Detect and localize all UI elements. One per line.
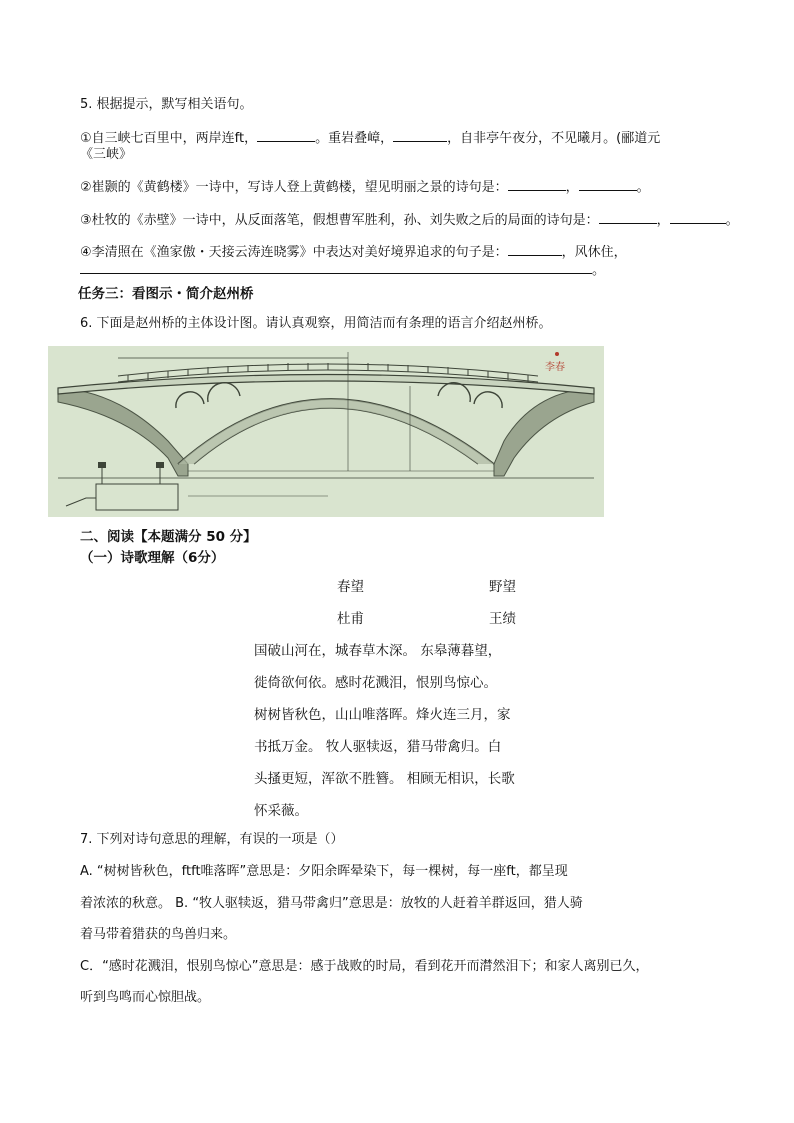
answer-blank[interactable] bbox=[257, 129, 315, 142]
q5-item3-sep: ， bbox=[656, 213, 670, 228]
q5-item1-text-b: 。重岩叠嶂， bbox=[315, 131, 394, 146]
q7-title: 7. 下列对诗句意思的理解，有误的一项是（） bbox=[80, 832, 344, 847]
poem-line: 头搔更短，浑欲不胜簪。 相顾无相识，长歌 bbox=[254, 771, 515, 787]
q7-option-a-line1: A. “树树皆秋色，ftft唯落晖”意思是：夕阳余晖晕染下，每一棵树，每一座ft，都呈现 bbox=[80, 864, 568, 879]
designer-stamp: 李春 bbox=[545, 362, 565, 373]
poem-line: 怀采薇。 bbox=[254, 803, 308, 819]
q5-item3-end: 。 bbox=[725, 213, 739, 228]
answer-blank[interactable] bbox=[579, 178, 637, 191]
poem2-author: 王绩 bbox=[489, 611, 516, 627]
q7-option-c-line1: C．“感时花溅泪，恨别鸟惊心”意思是：感于战败的时局，看到花开而潸然泪下；和家人离别已久， bbox=[80, 959, 649, 974]
bridge-drawing bbox=[48, 346, 604, 517]
reading-heading: 二、阅读【本题满分 50 分】 bbox=[80, 529, 257, 545]
q5-item1-text-a: ①自三峡七百里中，两岸连ft， bbox=[80, 131, 258, 146]
q5-item2-sep: ， bbox=[565, 180, 579, 195]
q5-item4-end: 。 bbox=[592, 263, 606, 278]
q5-item1-source: 《三峡》 bbox=[80, 147, 133, 162]
q7-option-a-b-line: 着浓浓的秋意。 B. “牧人驱犊返，猎马带禽归”意思是：放牧的人赶着羊群返回，猎人骑 bbox=[80, 896, 583, 911]
q7-option-b-line: 着马带着猎获的鸟兽归来。 bbox=[80, 927, 237, 942]
q5-item1 bbox=[80, 129, 660, 148]
q5-item4-text: ④李清照在《渔家傲・天接云涛连晓雾》中表达对美好境界追求的句子是： bbox=[80, 245, 508, 260]
q5-item2-end: 。 bbox=[636, 180, 650, 195]
poem-line: 树树皆秋色，山山唯落晖。烽火连三月，家 bbox=[254, 707, 511, 723]
poem1-author: 杜甫 bbox=[337, 611, 364, 627]
q6-text: 6. 下面是赵州桥的主体设计图。请认真观察，用简洁而有条理的语言介绍赵州桥。 bbox=[80, 316, 552, 331]
q5-item4-text-b: ，风休住， bbox=[561, 245, 627, 260]
poem1-title: 春望 bbox=[337, 579, 364, 595]
answer-blank[interactable] bbox=[599, 211, 657, 224]
task3-heading: 任务三：看图示・简介赵州桥 bbox=[78, 286, 254, 302]
answer-blank[interactable] bbox=[80, 261, 592, 274]
answer-blank[interactable] bbox=[508, 243, 562, 256]
q5-item2 bbox=[80, 178, 650, 197]
answer-blank[interactable] bbox=[508, 178, 566, 191]
q5-item3 bbox=[80, 211, 739, 230]
poem-line: 徙倚欲何依。感时花溅泪，恨别鸟惊心。 bbox=[254, 675, 497, 691]
zhaozhou-bridge-figure bbox=[48, 346, 604, 517]
q5-item4-continuation bbox=[80, 261, 605, 280]
q5-item3-text: ③杜牧的《赤壁》一诗中，从反面落笔，假想曹军胜利，孙、刘失败之后的局面的诗句是： bbox=[80, 213, 599, 228]
reading-sub-heading: （一）诗歌理解（6分） bbox=[80, 550, 225, 566]
poem-line: 书抵万金。 牧人驱犊返，猎马带禽归。白 bbox=[254, 739, 502, 755]
poem-line: 国破山河在，城春草木深。 东皋薄暮望， bbox=[254, 643, 502, 659]
q5-title: 5. 根据提示，默写相关语句。 bbox=[80, 97, 253, 112]
answer-blank[interactable] bbox=[393, 129, 447, 142]
q5-item2-text: ②崔颢的《黄鹤楼》一诗中，写诗人登上黄鹤楼，望见明丽之景的诗句是： bbox=[80, 180, 508, 195]
answer-blank[interactable] bbox=[670, 211, 726, 224]
poem2-title: 野望 bbox=[489, 579, 516, 595]
q5-item1-text-c: ，自非亭午夜分，不见曦月。(郦道元 bbox=[447, 131, 661, 146]
q5-item4 bbox=[80, 243, 627, 262]
q7-option-c-line2: 听到鸟鸣而心惊胆战。 bbox=[80, 990, 211, 1005]
